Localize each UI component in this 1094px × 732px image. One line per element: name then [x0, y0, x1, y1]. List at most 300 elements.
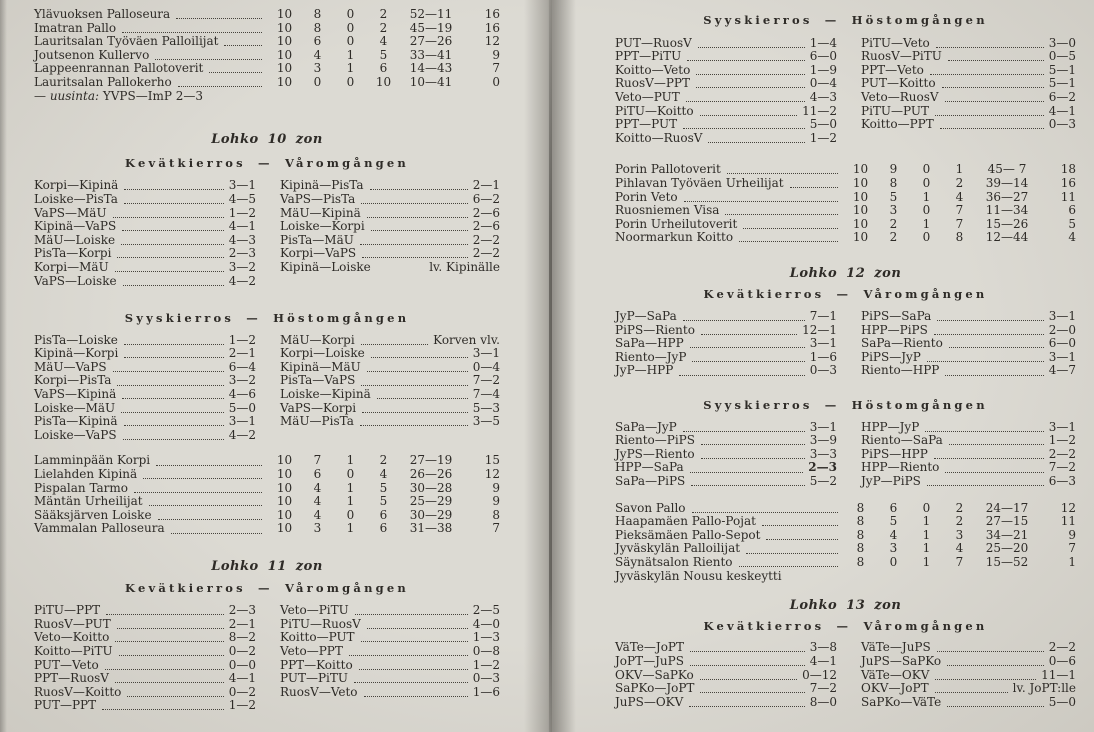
team-name: Porin Pallotoverit	[615, 162, 721, 177]
dot-leader	[700, 115, 797, 116]
wins-count: 2	[889, 216, 898, 231]
team-name: Noormarkun Koitto	[615, 230, 734, 245]
match-row	[861, 475, 1076, 489]
match-pair: JyP—HPP	[615, 363, 674, 378]
match-pair: JyP—PiPS	[861, 474, 921, 489]
dot-leader	[122, 398, 224, 399]
played-count: 10	[276, 34, 293, 49]
spring-results-lohko-13	[615, 641, 1076, 709]
points-count: 0	[492, 74, 500, 89]
match-score: 0—4	[809, 76, 837, 91]
match-row	[861, 77, 1076, 91]
match-score: 7—1	[809, 309, 837, 324]
dot-leader	[119, 655, 224, 656]
losses-count: 4	[955, 189, 964, 204]
match-score: 11—1	[1041, 667, 1076, 682]
match-score: 5—1	[1048, 76, 1076, 91]
round-heading-autumn-10: Syyskierros — Höstomgången	[124, 311, 410, 326]
match-score: 1—6	[472, 684, 500, 699]
match-score: 0—6	[1048, 653, 1076, 668]
match-score: 0—3	[472, 671, 500, 686]
team-name: Savon Pallo	[615, 500, 686, 515]
dot-leader	[683, 431, 805, 432]
wins-count: 5	[889, 514, 898, 529]
match-pair: SaPa—PiPS	[615, 474, 686, 489]
standings-row	[34, 454, 500, 468]
match-score: 4—7	[1048, 363, 1076, 378]
match-pair: JuPS—OKV	[615, 694, 684, 709]
played-count: 8	[856, 527, 865, 542]
match-score: 3—1	[228, 414, 256, 429]
match-score: 1—2	[809, 130, 837, 145]
standings-row	[34, 35, 500, 49]
dot-leader	[371, 230, 468, 231]
match-pair: Loiske—PisTa	[34, 191, 118, 206]
wins-count: 9	[889, 162, 898, 177]
replay-note	[34, 90, 500, 104]
points-count: 11	[1060, 189, 1076, 204]
results-column-right	[280, 604, 500, 713]
match-score: 3—1	[809, 419, 837, 434]
match-pair: SaPKo—JoPT	[615, 681, 695, 696]
round-heading-spring-12: Kevätkierros — Våromgången	[703, 286, 988, 301]
draws-count: 0	[922, 175, 931, 190]
match-row	[34, 275, 256, 289]
losses-count: 10	[375, 74, 392, 89]
match-pair: PPT—Koitto	[280, 657, 353, 672]
draws-count: 0	[922, 230, 931, 245]
match-pair: PisTa—MäU	[280, 232, 354, 247]
match-score: 4—3	[228, 232, 256, 247]
draws-count: 1	[346, 521, 355, 536]
dot-leader	[945, 101, 1044, 102]
round-heading-spring-13: Kevätkierros — Våromgången	[703, 618, 988, 633]
match-score: 2—0	[1048, 322, 1076, 337]
match-row	[34, 234, 256, 248]
match-row	[34, 179, 256, 193]
match-pair: PiTU—RuosV	[280, 616, 361, 631]
goal-difference: 14—43	[409, 61, 453, 76]
dot-leader	[698, 47, 805, 48]
goal-difference: 31—38	[409, 521, 453, 536]
goal-difference: 27—15	[985, 514, 1029, 529]
dot-leader	[701, 458, 805, 459]
autumn-results-lohko-11	[615, 37, 1076, 146]
goal-difference: 52—11	[409, 7, 453, 21]
match-row	[280, 179, 500, 193]
results-column-right	[861, 641, 1076, 709]
match-row	[615, 324, 837, 338]
match-score: 3—8	[809, 640, 837, 655]
goal-difference: 25—29	[409, 494, 453, 509]
goal-difference: 10—41	[409, 74, 453, 89]
team-name: Imatran Pallo	[34, 20, 117, 35]
dot-leader	[364, 696, 468, 697]
match-row	[615, 337, 837, 351]
match-pair: VaPS—PisTa	[280, 191, 356, 206]
match-row	[280, 645, 500, 659]
played-count: 10	[852, 162, 869, 177]
dot-leader	[686, 101, 805, 102]
dot-leader	[690, 665, 805, 666]
match-row	[861, 696, 1076, 710]
match-pair: JuPS—SaPKo	[861, 653, 942, 668]
points-count: 12	[484, 467, 500, 482]
draws-count: 0	[346, 34, 355, 49]
match-row	[861, 364, 1076, 378]
dot-leader	[690, 651, 805, 652]
right-page	[560, 0, 1094, 732]
match-row	[34, 374, 256, 388]
dot-leader	[127, 696, 223, 697]
match-score: 4—5	[228, 191, 256, 206]
dot-leader	[367, 371, 468, 372]
wins-count: 2	[889, 230, 898, 245]
goal-difference: 34—21	[985, 527, 1029, 542]
match-pair: PUT—RuosV	[615, 35, 692, 50]
match-row	[615, 77, 837, 91]
goal-difference: 33—41	[409, 47, 453, 62]
wins-count: 8	[313, 7, 322, 21]
wins-count: 4	[889, 527, 898, 542]
match-row	[34, 220, 256, 234]
match-row	[34, 261, 256, 275]
match-pair: PisTa—Loiske	[34, 332, 118, 347]
match-score: 6—0	[809, 49, 837, 64]
played-count: 8	[856, 514, 865, 529]
match-pair: RuosV—PUT	[34, 616, 111, 631]
zone-title-lohko-11: Lohko 11 zon	[211, 559, 323, 574]
standings-table-lohko-11	[615, 163, 1076, 245]
match-pair: Kipinä—MäU	[280, 359, 361, 374]
match-score: 1—9	[809, 62, 837, 77]
match-score: 4—1	[228, 671, 256, 686]
match-pair: VäTe—JoPT	[615, 640, 685, 655]
points-count: 5	[1068, 216, 1076, 231]
match-score: 2—5	[472, 603, 500, 618]
match-pair: HPP—SaPa	[615, 460, 684, 475]
wins-count: 4	[313, 507, 322, 522]
goal-difference: 24—17	[985, 500, 1029, 515]
match-row	[34, 247, 256, 261]
played-count: 10	[276, 521, 293, 536]
match-pair: OKV—SaPKo	[615, 667, 694, 682]
losses-count: 2	[955, 175, 964, 190]
points-count: 11	[1060, 514, 1076, 529]
results-column-right	[861, 421, 1076, 489]
dot-leader	[927, 361, 1044, 362]
match-row	[280, 388, 500, 402]
match-pair: PPT—PUT	[615, 117, 678, 132]
goal-difference: 45— 7	[987, 162, 1027, 177]
match-row	[280, 361, 500, 375]
match-row	[280, 659, 500, 673]
results-column-left	[615, 641, 837, 709]
match-pair: VaPS—Loiske	[34, 273, 117, 288]
points-count: 9	[492, 494, 500, 509]
match-row	[861, 37, 1076, 51]
played-count: 10	[276, 7, 293, 21]
results-column-right	[280, 334, 500, 443]
match-row	[280, 261, 500, 275]
dot-leader	[947, 665, 1044, 666]
standings-table-lohko-12	[615, 502, 1076, 570]
results-column-left	[34, 179, 256, 288]
draws-count: 0	[922, 162, 931, 177]
match-pair: VäTe—OKV	[861, 667, 930, 682]
match-score: 3—2	[228, 259, 256, 274]
team-name: Joutsenon Kullervo	[34, 47, 150, 62]
match-pair: SaPa—JyP	[615, 419, 677, 434]
dot-leader	[171, 533, 262, 534]
match-pair: PiPS—HPP	[861, 446, 928, 461]
match-pair: SaPa—Riento	[861, 336, 943, 351]
match-row	[34, 672, 256, 686]
match-score: 3—1	[1048, 419, 1076, 434]
team-name: Lauritsalan Työväen Palloilijat	[34, 34, 219, 49]
played-count: 10	[852, 189, 869, 204]
team-name: Ylävuoksen Palloseura	[34, 7, 171, 21]
results-column-left	[34, 334, 256, 443]
match-row	[280, 618, 500, 632]
team-name: Sääksjärven Loiske	[34, 507, 152, 522]
points-count: 12	[484, 34, 500, 49]
dot-leader	[158, 519, 262, 520]
dot-leader	[696, 74, 804, 75]
draws-count: 0	[346, 74, 355, 89]
dot-leader	[683, 128, 805, 129]
match-score: 1—3	[472, 630, 500, 645]
match-row	[280, 347, 500, 361]
round-heading-spring-10: Kevätkierros — Våromgången	[125, 155, 409, 170]
points-count: 7	[492, 61, 500, 76]
match-score: 5—3	[472, 400, 500, 415]
match-row	[34, 334, 256, 348]
match-score: 8—0	[809, 694, 837, 709]
standings-table-lohko-10	[34, 454, 500, 536]
standings-row	[34, 76, 500, 90]
match-score: 1—2	[228, 332, 256, 347]
match-row	[280, 686, 500, 700]
match-score: 7—2	[1048, 460, 1076, 475]
match-row	[861, 50, 1076, 64]
dot-leader	[935, 115, 1044, 116]
match-score: 2—6	[472, 219, 500, 234]
wins-count: 3	[889, 541, 898, 556]
dot-leader	[766, 539, 838, 540]
dot-leader	[117, 385, 223, 386]
losses-count: 7	[955, 216, 964, 231]
dot-leader	[113, 217, 224, 218]
match-pair: PiTU—PPT	[34, 603, 101, 618]
points-count: 9	[492, 480, 500, 495]
match-row	[34, 429, 256, 443]
match-row	[34, 645, 256, 659]
dot-leader	[360, 244, 468, 245]
spring-results-lohko-11	[34, 604, 500, 713]
round-heading-autumn-11: Syyskierros — Höstomgången	[703, 13, 988, 27]
match-pair: PiTU—Veto	[861, 35, 930, 50]
results-column-left	[615, 421, 837, 489]
match-score: 5—0	[228, 400, 256, 415]
match-score: 1—2	[472, 657, 500, 672]
standings-row	[34, 482, 500, 496]
match-row	[861, 669, 1076, 683]
losses-count: 2	[955, 500, 964, 515]
match-pair: MäU—Kipinä	[280, 205, 361, 220]
match-pair: PisTa—VaPS	[280, 373, 356, 388]
round-heading-spring-11: Kevätkierros — Våromgången	[125, 580, 409, 595]
match-row	[34, 415, 256, 429]
match-row	[615, 696, 837, 710]
standings-row	[34, 495, 500, 509]
dot-leader	[115, 641, 223, 642]
match-score: 0—2	[228, 643, 256, 658]
match-pair: OKV—JoPT	[861, 681, 929, 696]
match-pair: RuosV—PPT	[615, 76, 690, 91]
dot-leader	[361, 344, 428, 345]
dot-leader	[123, 439, 224, 440]
match-score: 5—0	[1048, 694, 1076, 709]
dot-leader	[945, 375, 1043, 376]
match-row	[615, 421, 837, 435]
match-pair: RuosV—Veto	[280, 684, 358, 699]
dot-leader	[934, 458, 1044, 459]
wins-count: 0	[889, 555, 898, 569]
match-row	[280, 247, 500, 261]
match-row	[861, 310, 1076, 324]
match-row	[280, 631, 500, 645]
match-score: 4—3	[809, 89, 837, 104]
match-score: 11—2	[802, 103, 837, 118]
played-count: 8	[856, 541, 865, 556]
match-pair: HPP—PiPS	[861, 322, 928, 337]
match-pair: Koitto—PPT	[861, 117, 934, 132]
match-score: 2—3	[228, 246, 256, 261]
match-row	[615, 50, 837, 64]
dot-leader	[727, 173, 838, 174]
match-row	[615, 669, 837, 683]
match-score: 1—4	[809, 35, 837, 50]
replay-note-prefix: — uusinta:	[34, 88, 103, 103]
team-name: Porin Veto	[615, 189, 678, 204]
match-pair: VaPS—Korpi	[280, 400, 357, 415]
goal-difference: 27—19	[409, 453, 453, 468]
draws-count: 1	[922, 541, 931, 556]
losses-count: 1	[955, 162, 964, 177]
dot-leader	[935, 679, 1036, 680]
dot-leader	[692, 512, 838, 513]
played-count: 10	[852, 230, 869, 245]
match-pair: Koitto—RuosV	[615, 130, 703, 145]
match-score: 2—3	[228, 603, 256, 618]
match-row	[34, 347, 256, 361]
dot-leader	[925, 431, 1043, 432]
dot-leader	[743, 228, 838, 229]
dot-leader	[679, 375, 804, 376]
played-count: 10	[852, 203, 869, 218]
match-pair: PiPS—Riento	[615, 322, 695, 337]
match-score: 3—1	[228, 178, 256, 193]
draws-count: 1	[346, 494, 355, 509]
match-pair: Kipinä—PisTa	[280, 178, 364, 193]
draws-count: 1	[346, 61, 355, 76]
losses-count: 8	[955, 230, 964, 245]
match-pair: Korpi—Kipinä	[34, 178, 119, 193]
zone-title-lohko-12: Lohko 12 zon	[789, 265, 902, 281]
dot-leader	[948, 60, 1044, 61]
dot-leader	[692, 361, 804, 362]
dot-leader	[122, 32, 262, 33]
points-count: 18	[1060, 162, 1076, 177]
dot-leader	[701, 444, 805, 445]
dot-leader	[940, 128, 1044, 129]
match-pair: PPT—PiTU	[615, 49, 682, 64]
dot-leader	[927, 485, 1044, 486]
dot-leader	[945, 472, 1043, 473]
match-pair: MäU—VaPS	[34, 359, 107, 374]
match-pair: Riento—SaPa	[861, 433, 943, 448]
round-heading-autumn-12: Syyskierros — Höstomgången	[703, 398, 988, 413]
draws-count: 0	[346, 20, 355, 35]
played-count: 10	[276, 467, 293, 482]
standings-row	[615, 231, 1076, 245]
match-pair: PPT—Veto	[861, 62, 924, 77]
dot-leader	[377, 398, 468, 399]
points-count: 7	[492, 521, 500, 536]
draws-count: 1	[922, 555, 931, 569]
losses-count: 5	[379, 480, 388, 495]
dot-leader	[355, 614, 468, 615]
dot-leader	[102, 709, 224, 710]
standings-row	[615, 191, 1076, 205]
match-row	[280, 604, 500, 618]
dot-leader	[124, 344, 224, 345]
played-count: 10	[276, 494, 293, 509]
dot-leader	[947, 706, 1044, 707]
team-name: Haapamäen Pallo-Pojat	[615, 514, 756, 529]
match-score: 4—2	[228, 427, 256, 442]
match-row	[280, 415, 500, 429]
dot-leader	[936, 47, 1044, 48]
dot-leader	[937, 651, 1044, 652]
dot-leader	[696, 87, 805, 88]
match-score: 0—12	[802, 667, 837, 682]
match-row	[861, 641, 1076, 655]
losses-count: 4	[379, 34, 388, 49]
team-name: Pihlavan Työväen Urheilijat	[615, 175, 784, 190]
match-score: 2—2	[472, 246, 500, 261]
results-column-right	[861, 310, 1076, 378]
match-pair: PiTU—Koitto	[615, 103, 694, 118]
replay-note-text: YVPS—ImP 2—3	[102, 88, 204, 103]
match-score: 2—2	[1048, 640, 1076, 655]
standings-row	[34, 468, 500, 482]
match-row	[861, 64, 1076, 78]
dot-leader	[176, 18, 262, 19]
match-score: 0—0	[228, 657, 256, 672]
dot-leader	[113, 371, 224, 372]
dot-leader	[762, 525, 838, 526]
team-name: Ruosniemen Visa	[615, 203, 720, 218]
points-count: 16	[484, 20, 500, 35]
spring-results-lohko-10	[34, 179, 500, 288]
match-row	[615, 461, 837, 475]
dot-leader	[106, 614, 224, 615]
wins-count: 5	[889, 189, 898, 204]
match-pair: MäU—Loiske	[34, 232, 116, 247]
played-count: 8	[856, 500, 865, 515]
